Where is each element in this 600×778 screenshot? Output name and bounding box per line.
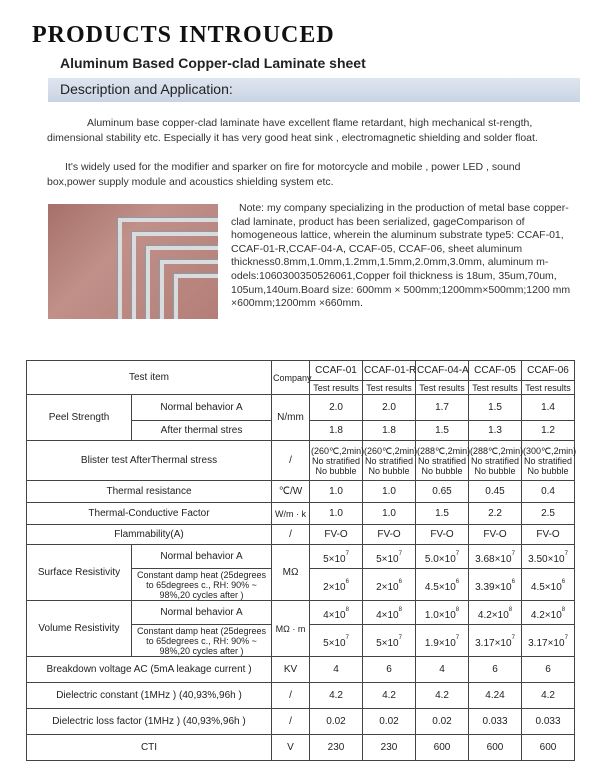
thermal-conductive-value: 1.5 <box>416 503 469 525</box>
section-header-bar <box>48 78 580 102</box>
peel-thermal-value: 1.5 <box>416 421 469 441</box>
peel-unit: N/mm <box>272 395 310 441</box>
peel-thermal-value: 1.3 <box>469 421 522 441</box>
peel-thermal-value: 1.2 <box>522 421 575 441</box>
cti-unit: V <box>272 735 310 761</box>
dielectric-constant-value: 4.2 <box>416 683 469 709</box>
surface-resistivity-label: Surface Resistivity <box>27 545 132 601</box>
thermal-conductive-value: 2.5 <box>522 503 575 525</box>
model-header: CCAF-01 <box>310 361 363 381</box>
flammability-value: FV-O <box>416 525 469 545</box>
peel-thermal-value: 1.8 <box>310 421 363 441</box>
volume-damp-value: $3.17\times 10^7$ <box>469 625 522 657</box>
breakdown-value: 6 <box>469 657 522 683</box>
surface-unit: MΩ <box>272 545 310 601</box>
cti-value: 600 <box>469 735 522 761</box>
peel-normal-label: Normal behavior A <box>132 395 272 421</box>
cti-label: CTI <box>27 735 272 761</box>
volume-damp-value: $5\times 10^7$ <box>363 625 416 657</box>
peel-normal-value: 2.0 <box>363 395 416 421</box>
breakdown-unit: KV <box>272 657 310 683</box>
model-header: CCAF-01-R <box>363 361 416 381</box>
surface-damp-value: $4.5\times 10^6$ <box>522 569 575 601</box>
flammability-label: Flammability(A) <box>27 525 272 545</box>
test-results-header: Test results <box>310 381 363 395</box>
blister-result: (288℃,2min) No stratified No bubble <box>469 441 522 481</box>
breakdown-value: 4 <box>310 657 363 683</box>
dielectric-constant-unit: / <box>272 683 310 709</box>
dielectric-loss-value: 0.02 <box>416 709 469 735</box>
page-title: PRODUCTS INTROUCED <box>32 22 335 48</box>
volume-unit: MΩ · m <box>272 601 310 657</box>
thermal-conductive-value: 1.0 <box>363 503 416 525</box>
cti-value: 230 <box>310 735 363 761</box>
blister-result: (288℃,2min) No stratified No bubble <box>416 441 469 481</box>
flammability-value: FV-O <box>522 525 575 545</box>
laminate-sheet-photo <box>48 204 218 319</box>
surface-normal-value: $3.50\times 10^7$ <box>522 545 575 569</box>
thermal-resistance-value: 0.4 <box>522 481 575 503</box>
peel-normal-value: 1.7 <box>416 395 469 421</box>
volume-normal-value: $4\times 10^8$ <box>310 601 363 625</box>
surface-normal-label: Normal behavior A <box>132 545 272 569</box>
surface-damp-value: $4.5\times 10^6$ <box>416 569 469 601</box>
flammability-value: FV-O <box>469 525 522 545</box>
thermal-resistance-label: Thermal resistance <box>27 481 272 503</box>
thermal-resistance-value: 1.0 <box>310 481 363 503</box>
model-header: CCAF-04-A <box>416 361 469 381</box>
cti-value: 600 <box>522 735 575 761</box>
volume-damp-value: $1.9\times 10^7$ <box>416 625 469 657</box>
volume-normal-value: $4.2\times 10^8$ <box>469 601 522 625</box>
model-header: CCAF-05 <box>469 361 522 381</box>
thermal-conductive-value: 1.0 <box>310 503 363 525</box>
dielectric-constant-label: Dielectric constant (1MHz ) (40,93%,96h ) <box>27 683 272 709</box>
model-header: CCAF-06 <box>522 361 575 381</box>
volume-damp-value: $3.17\times 10^7$ <box>522 625 575 657</box>
dielectric-loss-value: 0.02 <box>310 709 363 735</box>
volume-normal-value: $1.0\times 10^8$ <box>416 601 469 625</box>
flammability-value: FV-O <box>363 525 416 545</box>
section-title: Description and Application: <box>60 81 233 97</box>
product-note: Note: my company specializing in the production of metal base copper- clad laminate, product has been serialized, gageComparison of homogeneous lattice, wherein the aluminum substrate type5: CCAF-01, CCAF-01-R,CCAF-04-A, CCAF-05, CCAF-06, sheet aluminum thickness0.8mm,1.0mm,1.2mm,1.5mm,2.0mm,3.0mm, aluminum m-odels:1060300350526061,Copper foil thickness is 18um, 35um,70um, 105um,140um.Board size: 600mm × 500mm;1200mm×500mm;1200 mm ×600mm;1200mm ×660mm. <box>231 202 571 310</box>
header-company: Company <box>272 361 310 395</box>
test-results-header: Test results <box>522 381 575 395</box>
blister-result: (300℃,2min) No stratified No bubble <box>522 441 575 481</box>
blister-unit: / <box>272 441 310 481</box>
dielectric-constant-value: 4.2 <box>522 683 575 709</box>
surface-normal-value: $5\times 10^7$ <box>363 545 416 569</box>
cti-value: 230 <box>363 735 416 761</box>
thermal-resistance-value: 0.45 <box>469 481 522 503</box>
flammability-unit: / <box>272 525 310 545</box>
surface-normal-value: $5\times 10^7$ <box>310 545 363 569</box>
dielectric-loss-value: 0.033 <box>469 709 522 735</box>
blister-result: (260℃,2min) No stratified No bubble <box>310 441 363 481</box>
surface-normal-value: $5.0\times 10^7$ <box>416 545 469 569</box>
volume-damp-label: Constant damp heat (25degrees to 65degrees c., RH: 90% ~ 98%,20 cycles after ) <box>132 625 272 657</box>
peel-normal-value: 1.4 <box>522 395 575 421</box>
dielectric-constant-value: 4.2 <box>363 683 416 709</box>
dielectric-constant-value: 4.24 <box>469 683 522 709</box>
dielectric-loss-label: Dielectric loss factor (1MHz ) (40,93%,96h ) <box>27 709 272 735</box>
thermal-resistance-value: 1.0 <box>363 481 416 503</box>
blister-label: Blister test AfterThermal stress <box>27 441 272 481</box>
header-test-item: Test item <box>27 361 272 395</box>
breakdown-value: 6 <box>522 657 575 683</box>
dielectric-constant-value: 4.2 <box>310 683 363 709</box>
dielectric-loss-unit: / <box>272 709 310 735</box>
peel-normal-value: 2.0 <box>310 395 363 421</box>
blister-result: (260℃,2min) No stratified No bubble <box>363 441 416 481</box>
spec-table <box>26 360 575 761</box>
thermal-conductive-value: 2.2 <box>469 503 522 525</box>
thermal-conductive-label: Thermal-Conductive Factor <box>27 503 272 525</box>
test-results-header: Test results <box>416 381 469 395</box>
thermal-conductive-unit: W/m · k <box>272 503 310 525</box>
breakdown-label: Breakdown voltage AC (5mA leakage current ) <box>27 657 272 683</box>
breakdown-value: 6 <box>363 657 416 683</box>
volume-normal-value: $4.2\times 10^8$ <box>522 601 575 625</box>
surface-damp-value: $2\times 10^6$ <box>363 569 416 601</box>
thermal-resistance-unit: ℃/W <box>272 481 310 503</box>
volume-damp-value: $5\times 10^7$ <box>310 625 363 657</box>
cti-value: 600 <box>416 735 469 761</box>
peel-thermal-label: After thermal stres <box>132 421 272 441</box>
intro-paragraph-2: It's widely used for the modifier and sparker on fire for motorcycle and mobile , power LED , sound box,power supply module and acoustics shielding system etc. <box>47 161 521 188</box>
volume-normal-value: $4\times 10^8$ <box>363 601 416 625</box>
intro-paragraph-1: Aluminum base copper-clad laminate have excellent flame retardant, high mechanical st-rength, dimensional stability etc. Especially it has very good heat sink , electromagnetic shielding and solder float. <box>47 117 538 144</box>
peel-thermal-value: 1.8 <box>363 421 416 441</box>
peel-normal-value: 1.5 <box>469 395 522 421</box>
dielectric-loss-value: 0.02 <box>363 709 416 735</box>
breakdown-value: 4 <box>416 657 469 683</box>
surface-damp-label: Constant damp heat (25degrees to 65degrees c., RH: 90% ~ 98%,20 cycles after ) <box>132 569 272 601</box>
volume-resistivity-label: Volume Resistivity <box>27 601 132 657</box>
test-results-header: Test results <box>469 381 522 395</box>
surface-normal-value: $3.68\times 10^7$ <box>469 545 522 569</box>
thermal-resistance-value: 0.65 <box>416 481 469 503</box>
volume-normal-label: Normal behavior A <box>132 601 272 625</box>
test-results-header: Test results <box>363 381 416 395</box>
dielectric-loss-value: 0.033 <box>522 709 575 735</box>
peel-strength-label: Peel Strength <box>27 395 132 441</box>
surface-damp-value: $3.39\times 10^6$ <box>469 569 522 601</box>
product-subtitle: Aluminum Based Copper-clad Laminate sheet <box>60 55 366 71</box>
surface-damp-value: $2\times 10^6$ <box>310 569 363 601</box>
flammability-value: FV-O <box>310 525 363 545</box>
